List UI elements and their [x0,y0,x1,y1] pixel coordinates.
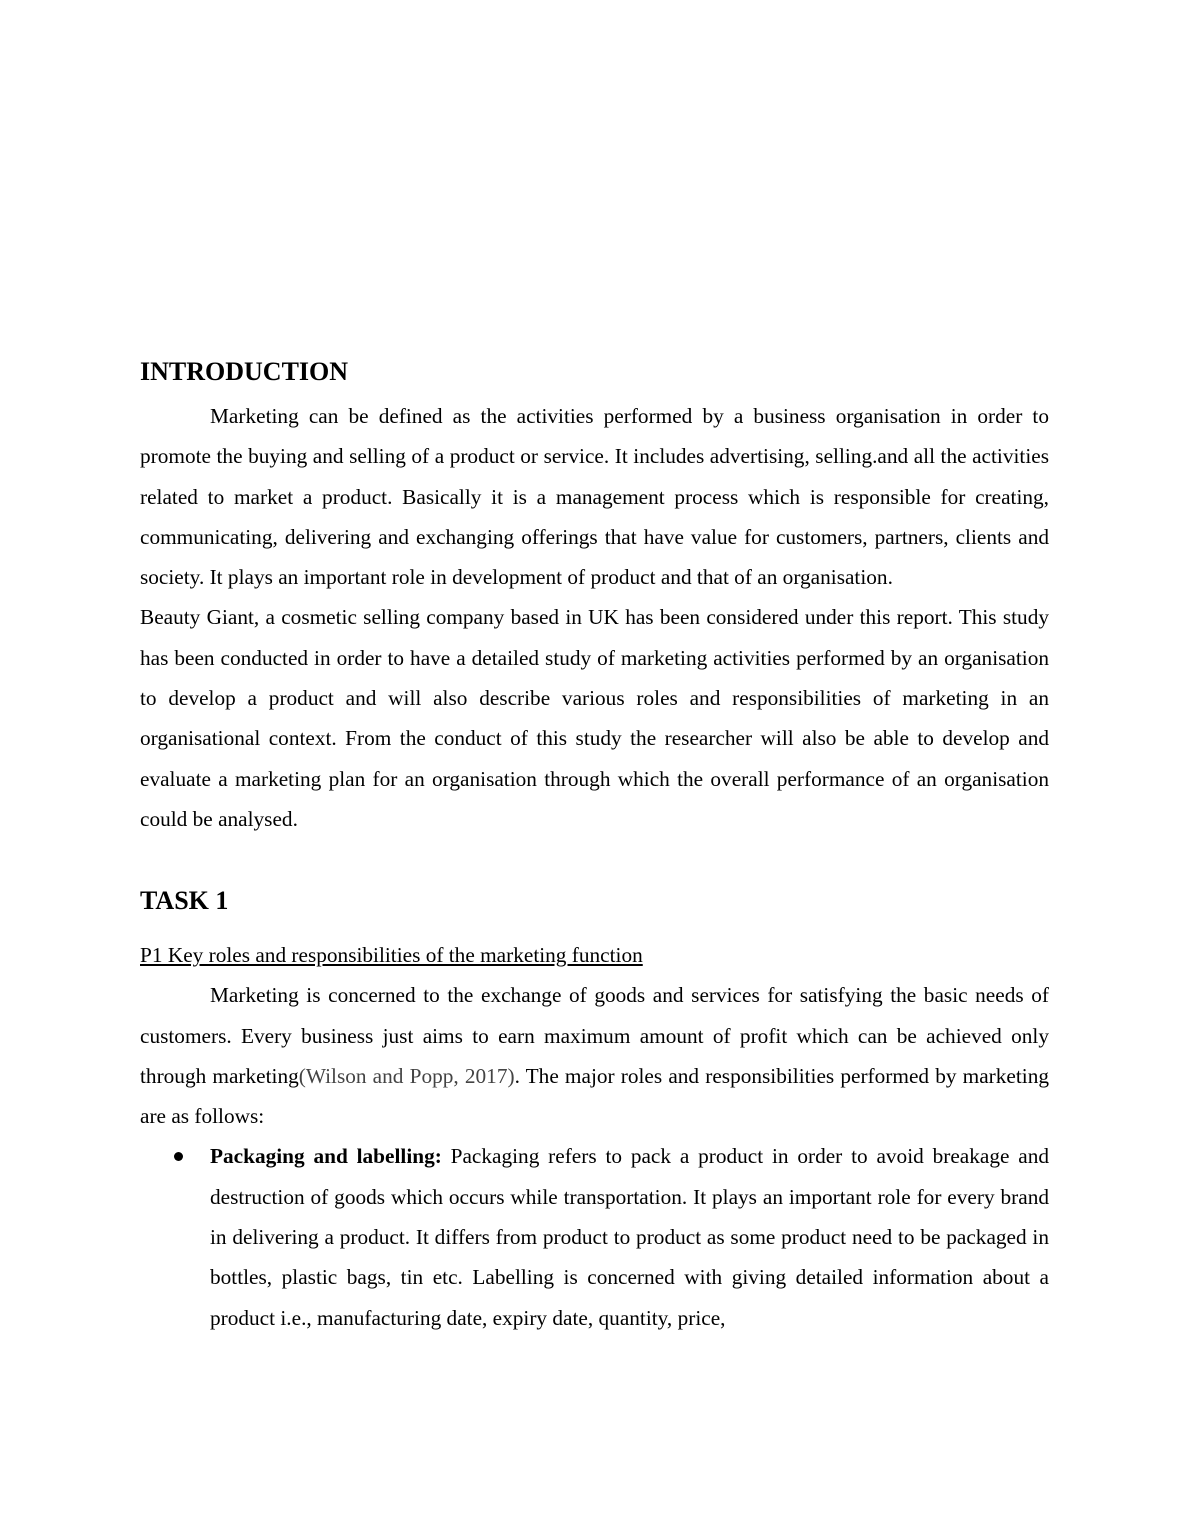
task1-paragraph [140,975,1049,1136]
task1-subheading: P1 Key roles and responsibilities of the marketing function [140,943,643,968]
bullet-label: Packaging and labelling: [210,1144,442,1169]
task1-paragraph-text: Marketing is concerned to the exchange of goods and services for satisfying the basic needs of customers. Every business just aims to earn maximum amount of profit which can be achieved only through marketing [140,983,1049,1088]
bullet-text: Packaging refers to pack a product in order to avoid breakage and destruction of goods which occurs while transportation. It plays an important role for every brand in delivering a product. It differs from product to product as some product need to be packaged in bottles, plastic bags, tin etc. Labelling is concerned with giving detailed information about a product i.e., manufacturing date, expiry date, quantity, price, [210,1144,1049,1330]
roles-bullet-list [140,1136,1049,1337]
task1-heading: TASK 1 [140,886,229,916]
citation: (Wilson and Popp, 2017) [298,1063,515,1088]
list-item [140,1136,1049,1337]
section-spacer [140,839,1049,881]
task1-paragraph-text-end: . The major roles and responsibilities performed by marketing are as follows: [140,1063,1050,1129]
introduction-paragraph-2: Beauty Giant, a cosmetic selling company based in UK has been considered under this report. This study has been conducted in order to have a detailed study of marketing activities performed by an organisation to develop a product and will also describe various roles and responsibilities of marketing in an organisational context. From the conduct of this study the researcher will also be able to develop and evaluate a marketing plan for an organisation through which the overall performance of an organisation could be analysed. [140,605,1049,831]
document-page [140,352,1049,1338]
introduction-heading: INTRODUCTION [140,357,349,386]
introduction-paragraph-1: Marketing can be defined as the activities performed by a business organisation in order to promote the buying and selling of a product or service. It includes advertising, selling.and all the activities related to market a product. Basically it is a management process which is responsible for creating, communicating, delivering and exchanging offerings that have value for customers, partners, clients and society. It plays an important role in development of product and that of an organisation. [140,404,1049,590]
bullet-icon [174,1152,183,1161]
